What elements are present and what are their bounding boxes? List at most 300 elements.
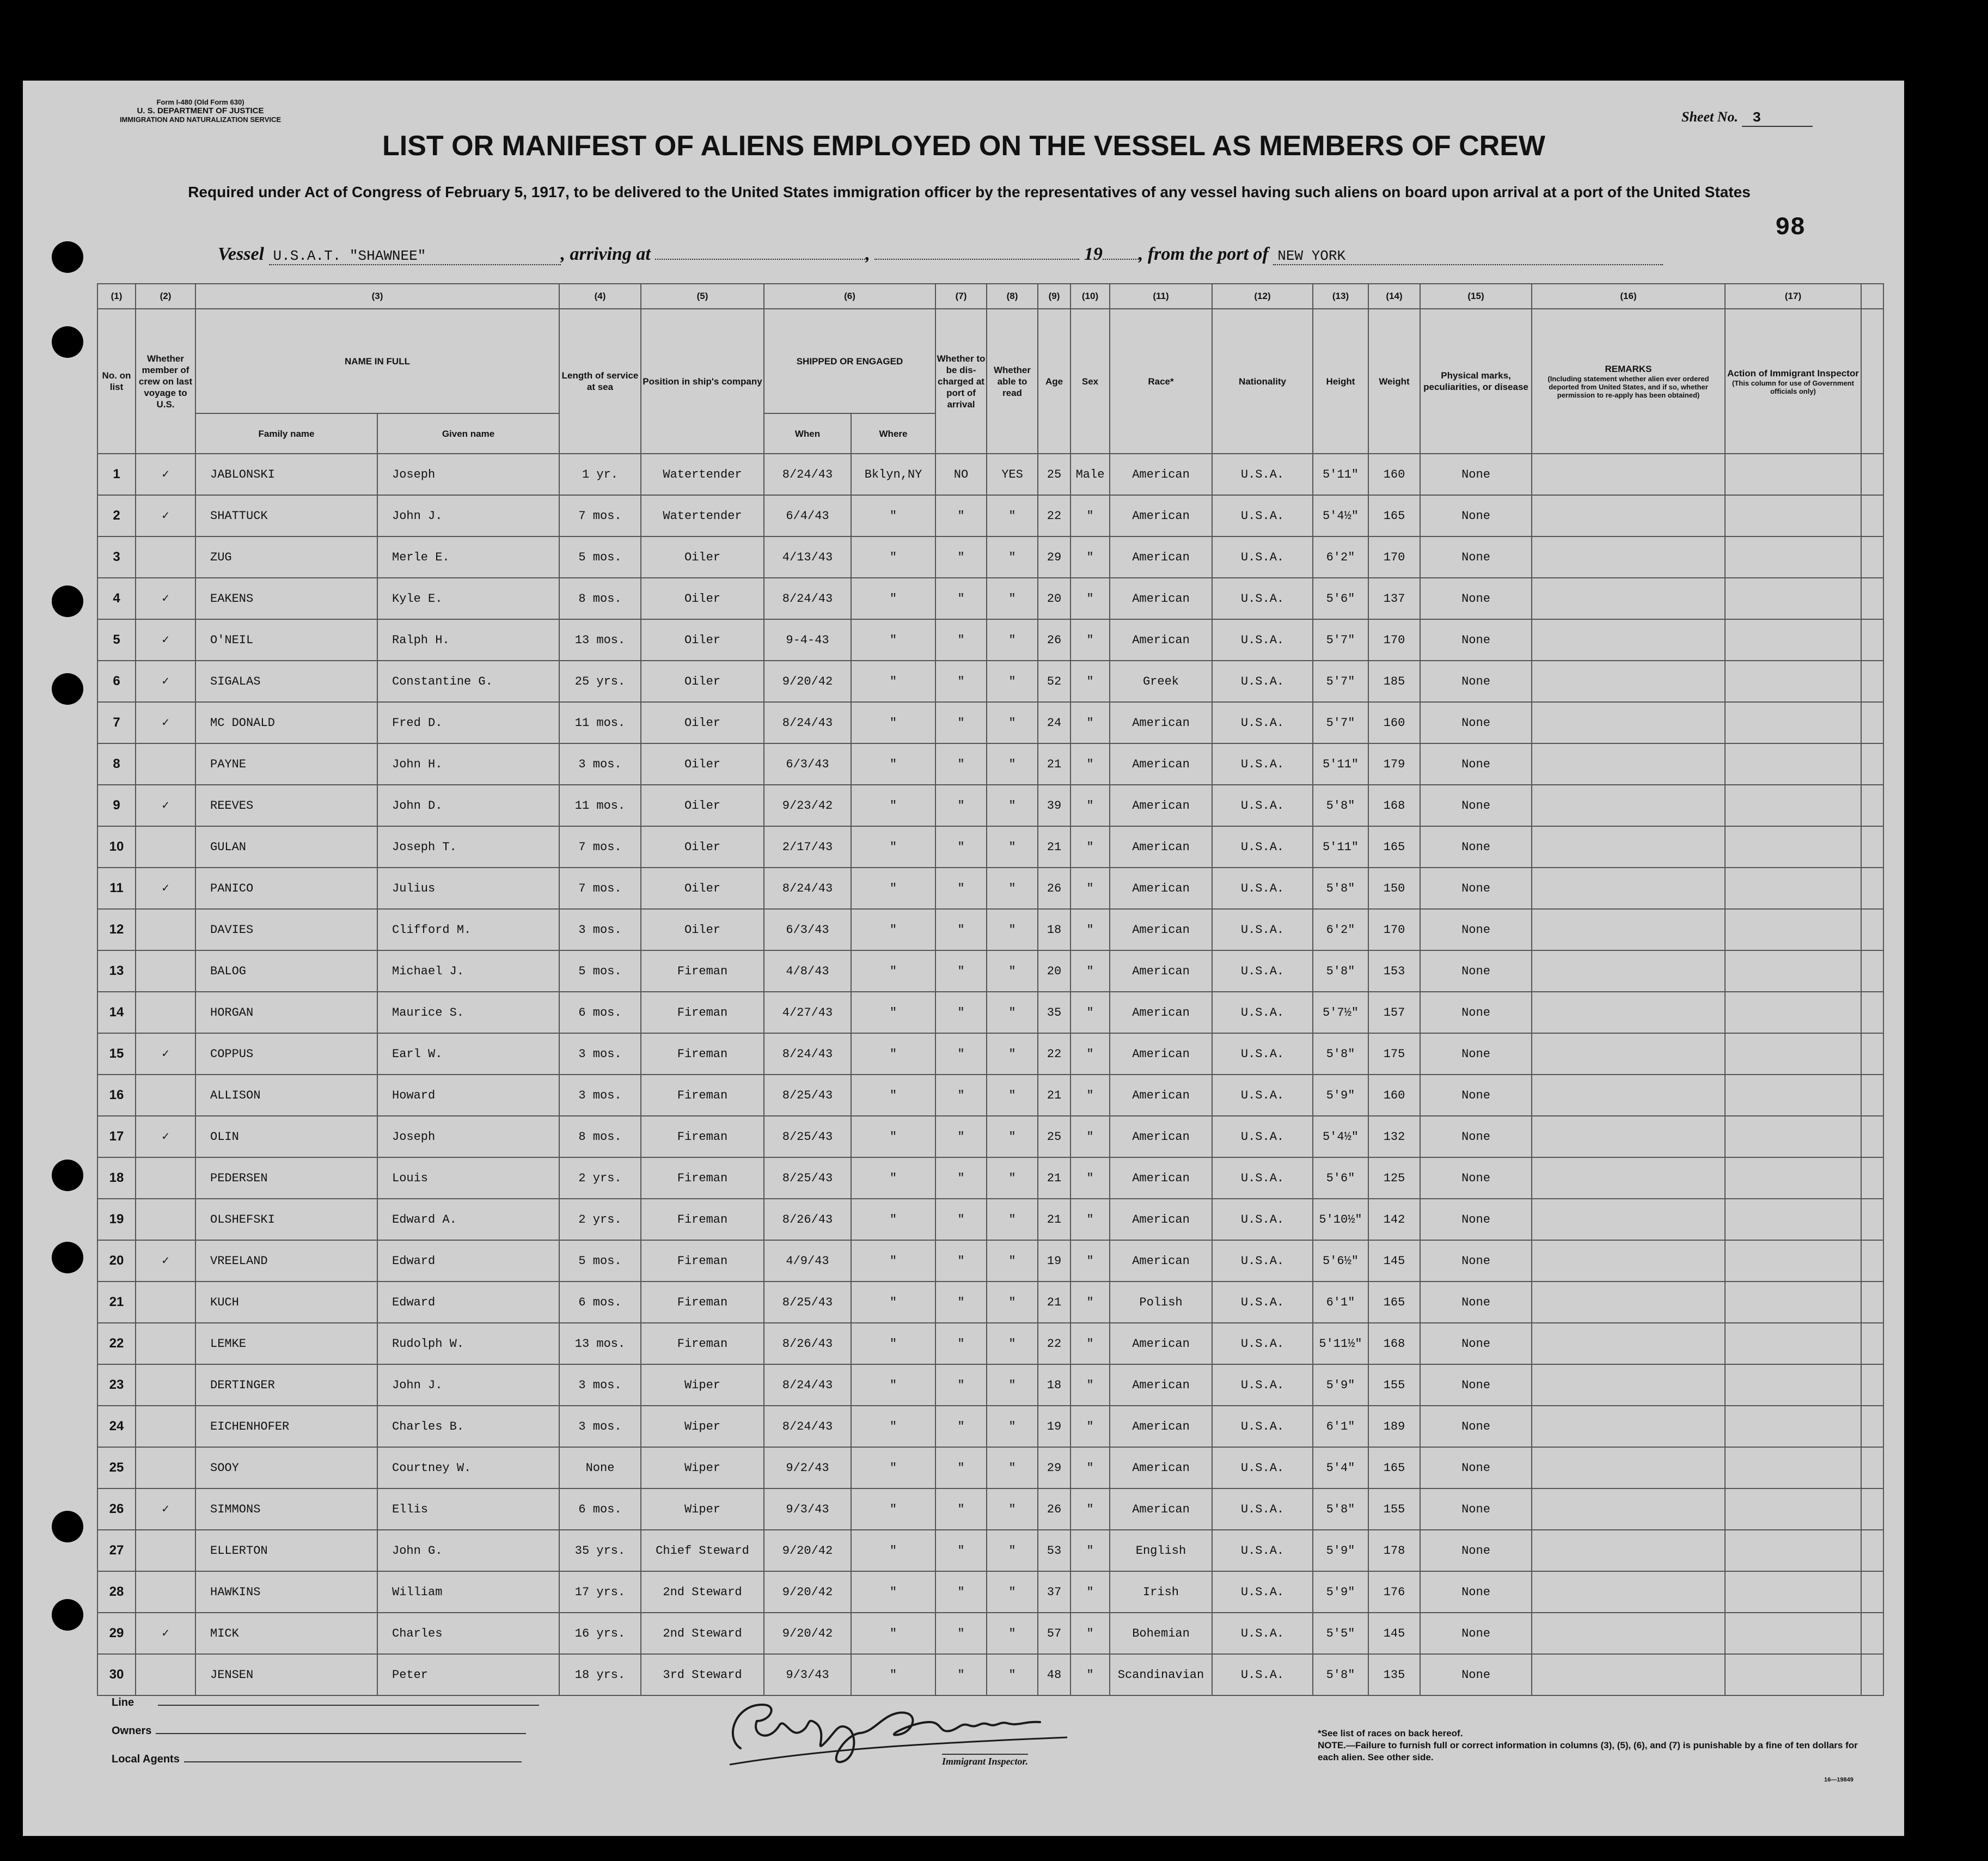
row-number: 27 bbox=[97, 1530, 136, 1571]
inspector-action bbox=[1725, 702, 1861, 743]
engaged-where: " bbox=[851, 1364, 935, 1406]
engaged-where: " bbox=[851, 992, 935, 1033]
engaged-when: 6/4/43 bbox=[764, 495, 851, 536]
nationality: U.S.A. bbox=[1212, 1323, 1313, 1364]
engaged-when: 8/25/43 bbox=[764, 1157, 851, 1199]
race: American bbox=[1110, 578, 1212, 619]
able-to-read: " bbox=[987, 1654, 1038, 1695]
header-when: When bbox=[764, 413, 851, 454]
engaged-where: " bbox=[851, 1613, 935, 1654]
remarks bbox=[1532, 1447, 1725, 1488]
engaged-where: " bbox=[851, 743, 935, 785]
physical-marks: None bbox=[1420, 950, 1532, 992]
sex: " bbox=[1071, 1613, 1110, 1654]
engaged-when: 8/24/43 bbox=[764, 868, 851, 909]
page-stamp-number: 98 bbox=[1775, 213, 1806, 242]
able-to-read: " bbox=[987, 702, 1038, 743]
engaged-when: 8/26/43 bbox=[764, 1323, 851, 1364]
age: 19 bbox=[1038, 1406, 1071, 1447]
column-number: (12) bbox=[1212, 284, 1313, 309]
sex: " bbox=[1071, 1447, 1110, 1488]
family-name: DAVIES bbox=[195, 909, 377, 950]
height: 5'8" bbox=[1313, 785, 1368, 826]
crew-member-check bbox=[136, 1323, 195, 1364]
physical-marks: None bbox=[1420, 619, 1532, 661]
family-name: BALOG bbox=[195, 950, 377, 992]
height: 5'8" bbox=[1313, 1488, 1368, 1530]
given-name: Joseph T. bbox=[377, 826, 559, 868]
crew-member-check bbox=[136, 992, 195, 1033]
service-length: 6 mos. bbox=[559, 992, 641, 1033]
crew-member-check: ✓ bbox=[136, 702, 195, 743]
row-number: 25 bbox=[97, 1447, 136, 1488]
crew-member-check: ✓ bbox=[136, 868, 195, 909]
nationality: U.S.A. bbox=[1212, 1116, 1313, 1157]
row-number: 8 bbox=[97, 743, 136, 785]
inspector-action bbox=[1725, 1240, 1861, 1282]
arrival-date bbox=[874, 259, 1079, 260]
remarks bbox=[1532, 1240, 1725, 1282]
physical-marks: None bbox=[1420, 536, 1532, 578]
ship-position: Fireman bbox=[641, 1116, 764, 1157]
sex: Male bbox=[1071, 454, 1110, 495]
family-name: OLIN bbox=[195, 1116, 377, 1157]
engaged-when: 8/25/43 bbox=[764, 1282, 851, 1323]
given-name: John G. bbox=[377, 1530, 559, 1571]
inspector-action bbox=[1725, 1282, 1861, 1323]
able-to-read: " bbox=[987, 1406, 1038, 1447]
engaged-when: 8/24/43 bbox=[764, 1364, 851, 1406]
nationality: U.S.A. bbox=[1212, 1571, 1313, 1613]
table-row bbox=[97, 702, 1883, 743]
table-row bbox=[97, 950, 1883, 992]
discharged-at-port: NO bbox=[935, 454, 987, 495]
able-to-read: " bbox=[987, 826, 1038, 868]
discharged-at-port: " bbox=[935, 1075, 987, 1116]
sex: " bbox=[1071, 1364, 1110, 1406]
vessel-label: Vessel bbox=[218, 244, 264, 264]
discharged-at-port: " bbox=[935, 743, 987, 785]
able-to-read: " bbox=[987, 1157, 1038, 1199]
column-number: (2) bbox=[136, 284, 195, 309]
physical-marks: None bbox=[1420, 661, 1532, 702]
given-name: John J. bbox=[377, 1364, 559, 1406]
inspector-action bbox=[1725, 1364, 1861, 1406]
row-number: 23 bbox=[97, 1364, 136, 1406]
height: 5'11" bbox=[1313, 826, 1368, 868]
nationality: U.S.A. bbox=[1212, 661, 1313, 702]
table-row bbox=[97, 454, 1883, 495]
vessel-line: Vessel U.S.A.T. "SHAWNEE" , arriving at , 19 , from the port of NEW YORK bbox=[218, 244, 1715, 265]
engaged-where: " bbox=[851, 1116, 935, 1157]
engaged-where: " bbox=[851, 909, 935, 950]
punch-hole bbox=[52, 326, 83, 358]
physical-marks: None bbox=[1420, 454, 1532, 495]
able-to-read: " bbox=[987, 743, 1038, 785]
table-row bbox=[97, 1488, 1883, 1530]
engaged-where: " bbox=[851, 1654, 935, 1695]
engaged-when: 8/25/43 bbox=[764, 1075, 851, 1116]
form-identifier bbox=[97, 98, 304, 124]
engaged-where: " bbox=[851, 619, 935, 661]
service-length: 3 mos. bbox=[559, 909, 641, 950]
agents-blank bbox=[184, 1761, 522, 1762]
sheet-label: Sheet No. bbox=[1681, 109, 1738, 125]
given-name: Edward bbox=[377, 1282, 559, 1323]
discharged-at-port: " bbox=[935, 1406, 987, 1447]
race: American bbox=[1110, 619, 1212, 661]
age: 22 bbox=[1038, 1323, 1071, 1364]
crew-member-check bbox=[136, 1075, 195, 1116]
engaged-where: " bbox=[851, 1406, 935, 1447]
physical-marks: None bbox=[1420, 992, 1532, 1033]
able-to-read: " bbox=[987, 578, 1038, 619]
ship-position: Watertender bbox=[641, 454, 764, 495]
given-name: Courtney W. bbox=[377, 1447, 559, 1488]
engaged-where: " bbox=[851, 536, 935, 578]
physical-marks: None bbox=[1420, 1654, 1532, 1695]
race: English bbox=[1110, 1530, 1212, 1571]
given-name: William bbox=[377, 1571, 559, 1613]
race: American bbox=[1110, 454, 1212, 495]
remarks bbox=[1532, 1488, 1725, 1530]
nationality: U.S.A. bbox=[1212, 1447, 1313, 1488]
engaged-when: 9/20/42 bbox=[764, 1613, 851, 1654]
height: 5'11" bbox=[1313, 454, 1368, 495]
ship-position: Chief Steward bbox=[641, 1530, 764, 1571]
physical-marks: None bbox=[1420, 578, 1532, 619]
penalty-note: NOTE.—Failure to furnish full or correct information in columns (3), (5), (6), and (7) is punishable by a fine of ten dollars for each alien. See other side. bbox=[1318, 1740, 1858, 1762]
remarks bbox=[1532, 1282, 1725, 1323]
height: 6'1" bbox=[1313, 1406, 1368, 1447]
row-spacer bbox=[1861, 1406, 1883, 1447]
weight: 145 bbox=[1368, 1240, 1420, 1282]
weight: 160 bbox=[1368, 1075, 1420, 1116]
engaged-when: 8/24/43 bbox=[764, 1033, 851, 1075]
service-length: 8 mos. bbox=[559, 578, 641, 619]
table-row bbox=[97, 536, 1883, 578]
physical-marks: None bbox=[1420, 1571, 1532, 1613]
table-row bbox=[97, 785, 1883, 826]
arriving-value bbox=[655, 259, 865, 260]
ship-position: Fireman bbox=[641, 1199, 764, 1240]
engaged-where: " bbox=[851, 702, 935, 743]
weight: 165 bbox=[1368, 826, 1420, 868]
row-number: 5 bbox=[97, 619, 136, 661]
weight: 153 bbox=[1368, 950, 1420, 992]
service-length: 13 mos. bbox=[559, 1323, 641, 1364]
row-number: 7 bbox=[97, 702, 136, 743]
row-spacer bbox=[1861, 1613, 1883, 1654]
row-spacer bbox=[1861, 1364, 1883, 1406]
service-length: 1 yr. bbox=[559, 454, 641, 495]
row-number: 9 bbox=[97, 785, 136, 826]
sex: " bbox=[1071, 619, 1110, 661]
family-name: DERTINGER bbox=[195, 1364, 377, 1406]
race: American bbox=[1110, 1199, 1212, 1240]
race: American bbox=[1110, 702, 1212, 743]
age: 21 bbox=[1038, 743, 1071, 785]
crew-member-check bbox=[136, 826, 195, 868]
given-name: Maurice S. bbox=[377, 992, 559, 1033]
able-to-read: " bbox=[987, 1116, 1038, 1157]
row-number: 14 bbox=[97, 992, 136, 1033]
owners-label: Owners bbox=[112, 1725, 152, 1737]
family-name: SOOY bbox=[195, 1447, 377, 1488]
nationality: U.S.A. bbox=[1212, 1033, 1313, 1075]
inspector-action bbox=[1725, 1488, 1861, 1530]
family-name: ALLISON bbox=[195, 1075, 377, 1116]
engaged-where: " bbox=[851, 1033, 935, 1075]
family-name: VREELAND bbox=[195, 1240, 377, 1282]
service-length: 18 yrs. bbox=[559, 1654, 641, 1695]
service-length: 2 yrs. bbox=[559, 1199, 641, 1240]
crew-member-check bbox=[136, 950, 195, 992]
engaged-where: " bbox=[851, 1075, 935, 1116]
engaged-when: 9-4-43 bbox=[764, 619, 851, 661]
engaged-where: " bbox=[851, 785, 935, 826]
inspector-action bbox=[1725, 868, 1861, 909]
discharged-at-port: " bbox=[935, 619, 987, 661]
row-spacer bbox=[1861, 578, 1883, 619]
signature-caption: Immigrant Inspector. bbox=[942, 1754, 1028, 1767]
able-to-read: " bbox=[987, 1282, 1038, 1323]
sex: " bbox=[1071, 1654, 1110, 1695]
row-number: 12 bbox=[97, 909, 136, 950]
age: 22 bbox=[1038, 495, 1071, 536]
row-spacer bbox=[1861, 1240, 1883, 1282]
inspector-action bbox=[1725, 578, 1861, 619]
race: American bbox=[1110, 743, 1212, 785]
engaged-where: " bbox=[851, 1530, 935, 1571]
weight: 165 bbox=[1368, 1282, 1420, 1323]
engaged-when: 6/3/43 bbox=[764, 909, 851, 950]
physical-marks: None bbox=[1420, 1323, 1532, 1364]
vessel-name: U.S.A.T. "SHAWNEE" bbox=[269, 248, 561, 265]
engaged-when: 9/20/42 bbox=[764, 661, 851, 702]
physical-marks: None bbox=[1420, 1488, 1532, 1530]
crew-member-check bbox=[136, 1282, 195, 1323]
family-name: JENSEN bbox=[195, 1654, 377, 1695]
page-title: LIST OR MANIFEST OF ALIENS EMPLOYED ON THE VESSEL AS MEMBERS OF CREW bbox=[382, 130, 1545, 162]
crew-member-check bbox=[136, 1406, 195, 1447]
crew-member-check bbox=[136, 1530, 195, 1571]
physical-marks: None bbox=[1420, 1282, 1532, 1323]
row-number: 21 bbox=[97, 1282, 136, 1323]
weight: 165 bbox=[1368, 495, 1420, 536]
header-member: Whether member of crew on last voyage to U.S. bbox=[136, 309, 195, 454]
nationality: U.S.A. bbox=[1212, 619, 1313, 661]
physical-marks: None bbox=[1420, 868, 1532, 909]
ship-position: Oiler bbox=[641, 536, 764, 578]
inspector-action bbox=[1725, 661, 1861, 702]
sex: " bbox=[1071, 785, 1110, 826]
able-to-read: " bbox=[987, 909, 1038, 950]
weight: 179 bbox=[1368, 743, 1420, 785]
ship-position: Fireman bbox=[641, 1075, 764, 1116]
row-spacer bbox=[1861, 454, 1883, 495]
able-to-read: " bbox=[987, 1364, 1038, 1406]
height: 5'11" bbox=[1313, 743, 1368, 785]
able-to-read: " bbox=[987, 1240, 1038, 1282]
height: 5'6" bbox=[1313, 578, 1368, 619]
family-name: GULAN bbox=[195, 826, 377, 868]
row-number: 17 bbox=[97, 1116, 136, 1157]
race: American bbox=[1110, 1116, 1212, 1157]
age: 21 bbox=[1038, 826, 1071, 868]
physical-marks: None bbox=[1420, 909, 1532, 950]
given-name: Louis bbox=[377, 1157, 559, 1199]
remarks bbox=[1532, 1530, 1725, 1571]
race: American bbox=[1110, 1406, 1212, 1447]
sex: " bbox=[1071, 950, 1110, 992]
discharged-at-port: " bbox=[935, 1530, 987, 1571]
sheet-value: 3 bbox=[1742, 109, 1813, 127]
ship-position: Fireman bbox=[641, 1240, 764, 1282]
header-nationality: Nationality bbox=[1212, 309, 1313, 454]
able-to-read: " bbox=[987, 1033, 1038, 1075]
age: 52 bbox=[1038, 661, 1071, 702]
row-spacer bbox=[1861, 950, 1883, 992]
race: American bbox=[1110, 1075, 1212, 1116]
height: 5'5" bbox=[1313, 1613, 1368, 1654]
engaged-when: 9/20/42 bbox=[764, 1530, 851, 1571]
engaged-where: " bbox=[851, 868, 935, 909]
table-row bbox=[97, 1364, 1883, 1406]
remarks bbox=[1532, 868, 1725, 909]
row-number: 26 bbox=[97, 1488, 136, 1530]
footer-fields bbox=[112, 1697, 539, 1781]
weight: 170 bbox=[1368, 536, 1420, 578]
inspector-action bbox=[1725, 495, 1861, 536]
sex: " bbox=[1071, 1488, 1110, 1530]
crew-rows bbox=[97, 454, 1883, 1695]
inspector-action bbox=[1725, 1033, 1861, 1075]
row-spacer bbox=[1861, 661, 1883, 702]
race: American bbox=[1110, 1447, 1212, 1488]
crew-member-check bbox=[136, 1157, 195, 1199]
crew-member-check: ✓ bbox=[136, 661, 195, 702]
age: 37 bbox=[1038, 1571, 1071, 1613]
remarks bbox=[1532, 661, 1725, 702]
age: 53 bbox=[1038, 1530, 1071, 1571]
row-spacer bbox=[1861, 1447, 1883, 1488]
engaged-when: 8/25/43 bbox=[764, 1116, 851, 1157]
engaged-when: 4/9/43 bbox=[764, 1240, 851, 1282]
crew-member-check: ✓ bbox=[136, 578, 195, 619]
engaged-where: " bbox=[851, 1571, 935, 1613]
height: 5'10½" bbox=[1313, 1199, 1368, 1240]
punch-hole bbox=[52, 241, 83, 273]
engaged-where: " bbox=[851, 950, 935, 992]
inspector-action bbox=[1725, 1447, 1861, 1488]
engaged-when: 8/24/43 bbox=[764, 1406, 851, 1447]
age: 21 bbox=[1038, 1282, 1071, 1323]
nationality: U.S.A. bbox=[1212, 454, 1313, 495]
service-length: 7 mos. bbox=[559, 868, 641, 909]
family-name: HORGAN bbox=[195, 992, 377, 1033]
row-spacer bbox=[1861, 1654, 1883, 1695]
height: 6'2" bbox=[1313, 909, 1368, 950]
column-number: (5) bbox=[641, 284, 764, 309]
race: Irish bbox=[1110, 1571, 1212, 1613]
punch-hole bbox=[52, 1599, 83, 1631]
engaged-when: 9/20/42 bbox=[764, 1571, 851, 1613]
service-length: 3 mos. bbox=[559, 1406, 641, 1447]
age: 57 bbox=[1038, 1613, 1071, 1654]
header-name: NAME IN FULL bbox=[195, 309, 559, 413]
family-name: PAYNE bbox=[195, 743, 377, 785]
family-name: EAKENS bbox=[195, 578, 377, 619]
table-row bbox=[97, 578, 1883, 619]
row-number: 22 bbox=[97, 1323, 136, 1364]
weight: 160 bbox=[1368, 702, 1420, 743]
header-discharged: Whether to be dis-charged at port of arrival bbox=[935, 309, 987, 454]
service-length: 11 mos. bbox=[559, 785, 641, 826]
action-title: Action of Immigrant Inspector bbox=[1727, 368, 1859, 379]
inspector-action bbox=[1725, 1075, 1861, 1116]
discharged-at-port: " bbox=[935, 1116, 987, 1157]
engaged-where: " bbox=[851, 1488, 935, 1530]
punch-hole bbox=[52, 673, 83, 705]
engaged-when: 8/24/43 bbox=[764, 578, 851, 619]
row-spacer bbox=[1861, 743, 1883, 785]
table-row bbox=[97, 992, 1883, 1033]
column-header-row bbox=[97, 309, 1883, 413]
family-name: SIMMONS bbox=[195, 1488, 377, 1530]
crew-member-check: ✓ bbox=[136, 785, 195, 826]
sex: " bbox=[1071, 495, 1110, 536]
header-race: Race* bbox=[1110, 309, 1212, 454]
column-spacer bbox=[1861, 284, 1883, 309]
inspector-action bbox=[1725, 785, 1861, 826]
able-to-read: " bbox=[987, 785, 1038, 826]
discharged-at-port: " bbox=[935, 868, 987, 909]
nationality: U.S.A. bbox=[1212, 1406, 1313, 1447]
weight: 170 bbox=[1368, 619, 1420, 661]
physical-marks: None bbox=[1420, 743, 1532, 785]
crew-member-check bbox=[136, 1571, 195, 1613]
engaged-where: " bbox=[851, 1447, 935, 1488]
sex: " bbox=[1071, 578, 1110, 619]
ship-position: Wiper bbox=[641, 1447, 764, 1488]
agents-label: Local Agents bbox=[112, 1753, 180, 1765]
sex: " bbox=[1071, 1406, 1110, 1447]
nationality: U.S.A. bbox=[1212, 1654, 1313, 1695]
weight: 178 bbox=[1368, 1530, 1420, 1571]
header-where: Where bbox=[851, 413, 935, 454]
year-label: 19 bbox=[1084, 244, 1103, 264]
table-row bbox=[97, 1613, 1883, 1654]
column-number: (9) bbox=[1038, 284, 1071, 309]
given-name: Joseph bbox=[377, 454, 559, 495]
family-name: ELLERTON bbox=[195, 1530, 377, 1571]
age: 35 bbox=[1038, 992, 1071, 1033]
engaged-where: " bbox=[851, 1323, 935, 1364]
remarks bbox=[1532, 1157, 1725, 1199]
ship-position: Oiler bbox=[641, 909, 764, 950]
engaged-when: 4/8/43 bbox=[764, 950, 851, 992]
family-name: MC DONALD bbox=[195, 702, 377, 743]
row-spacer bbox=[1861, 1199, 1883, 1240]
ship-position: Wiper bbox=[641, 1364, 764, 1406]
header-given-name: Given name bbox=[377, 413, 559, 454]
header-remarks bbox=[1532, 309, 1725, 454]
ship-position: Oiler bbox=[641, 702, 764, 743]
discharged-at-port: " bbox=[935, 536, 987, 578]
remarks bbox=[1532, 536, 1725, 578]
able-to-read: " bbox=[987, 619, 1038, 661]
